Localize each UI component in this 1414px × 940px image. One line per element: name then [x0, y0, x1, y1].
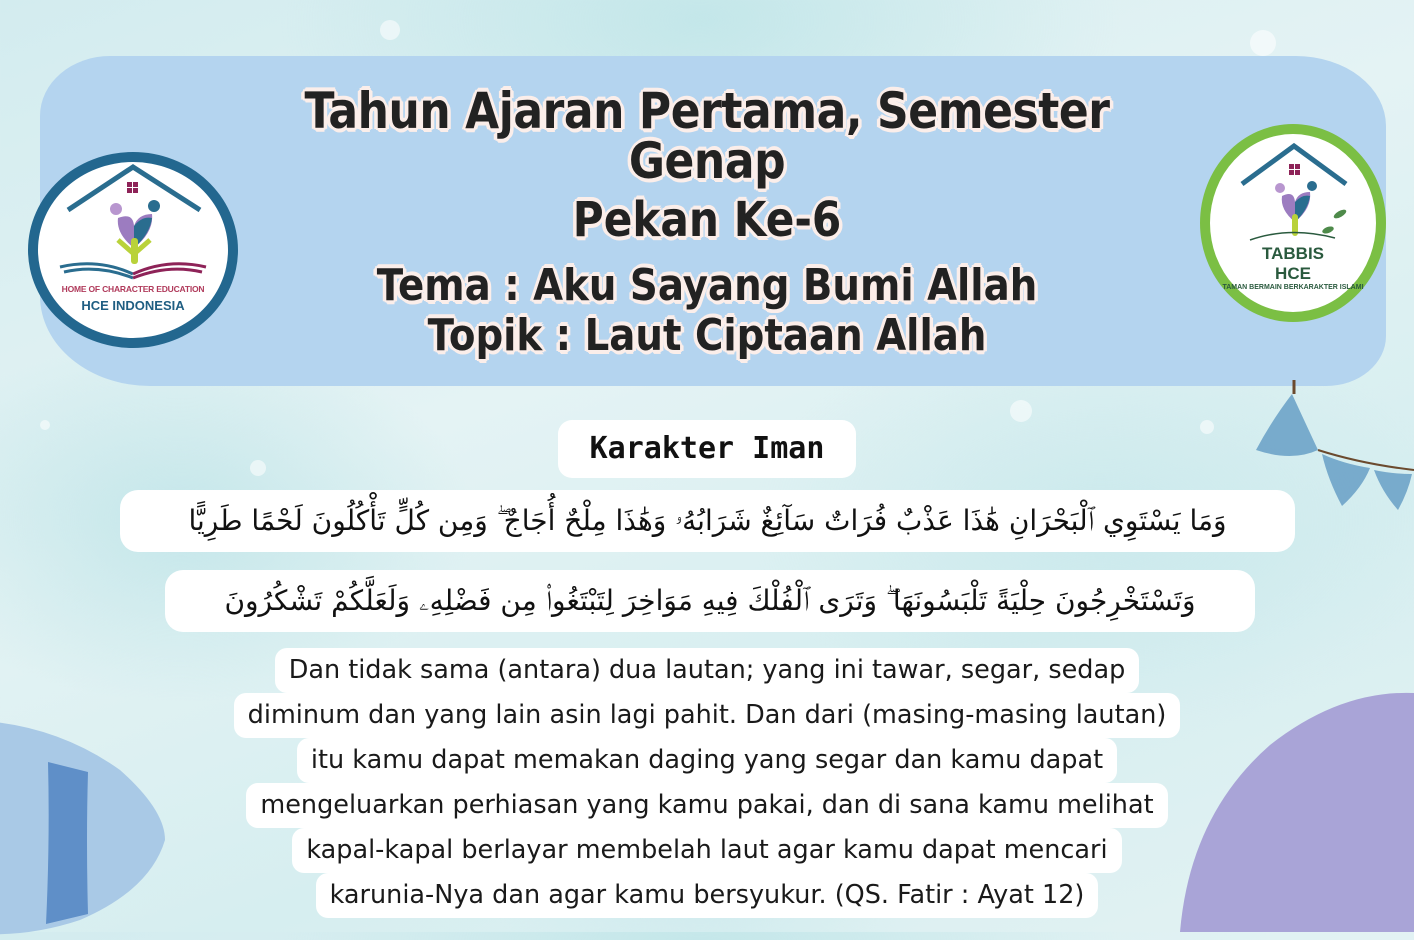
- background-speckle: [380, 20, 400, 40]
- header-titles: [190, 82, 1224, 361]
- translation-line: karunia-Nya dan agar kamu bersyukur. (QS. Fatir : Ayat 12): [316, 873, 1099, 918]
- ayat-line-2: وَتَسْتَخْرِجُونَ حِلْيَةً تَلْبَسُونَهَا ۖ وَتَرَى ٱلْفُلْكَ فِيهِ مَوَاخِرَ لِتَبْتَغُوا۟ مِن فَضْلِهِۦ وَلَعَلَّكُمْ تَشْكُرُونَ: [165, 570, 1255, 632]
- tabbis-logo-hce: HCE: [1275, 264, 1311, 283]
- title-week: Pekan Ke-6: [572, 192, 842, 248]
- title-theme: Tema : Aku Sayang Bumi Allah: [376, 260, 1038, 311]
- background-speckle: [1250, 30, 1276, 56]
- tabbis-logo-name: TABBIS: [1261, 244, 1324, 263]
- background-speckle: [250, 460, 266, 476]
- translation-line: kapal-kapal berlayar membelah laut agar kamu dapat mencari: [292, 828, 1121, 873]
- translation-line: itu kamu dapat memakan daging yang segar dan kamu dapat: [297, 738, 1117, 783]
- background-speckle: [1200, 420, 1214, 434]
- background-speckle: [40, 420, 50, 430]
- translation-line: mengeluarkan perhiasan yang kamu pakai, dan di sana kamu melihat: [246, 783, 1167, 828]
- hce-indonesia-logo: [28, 152, 238, 348]
- tabbis-hce-logo: [1200, 124, 1386, 322]
- background-speckle: [1010, 400, 1032, 422]
- title-academic-year: Tahun Ajaran Pertama, Semester Genap: [304, 82, 1110, 190]
- translation-line: diminum dan yang lain asin lagi pahit. Dan dari (masing-masing lautan): [234, 693, 1181, 738]
- character-label: Karakter Iman: [558, 420, 856, 478]
- fish-decoration: [0, 700, 170, 940]
- ayat-line-1: وَمَا يَسْتَوِي ٱلْبَحْرَانِ هَٰذَا عَذْبٌ فُرَاتٌ سَآئِغٌ شَرَابُهُۥ وَهَٰذَا مِلْحٌ أُجَاجٌ ۖ وَمِن كُلٍّ تَأْكُلُونَ لَحْمًا طَرِيًّا: [120, 490, 1295, 552]
- title-topic: Topik : Laut Ciptaan Allah: [427, 310, 987, 361]
- tabbis-logo-arc-text: TAMAN BERMAIN BERKARAKTER ISLAMI: [1222, 284, 1364, 291]
- hce-logo-subtitle: HOME OF CHARACTER EDUCATION: [61, 284, 205, 294]
- translation-block: [150, 648, 1264, 918]
- hce-logo-name: HCE INDONESIA: [81, 298, 185, 313]
- translation-line: Dan tidak sama (antara) dua lautan; yang ini tawar, segar, sedap: [275, 648, 1140, 693]
